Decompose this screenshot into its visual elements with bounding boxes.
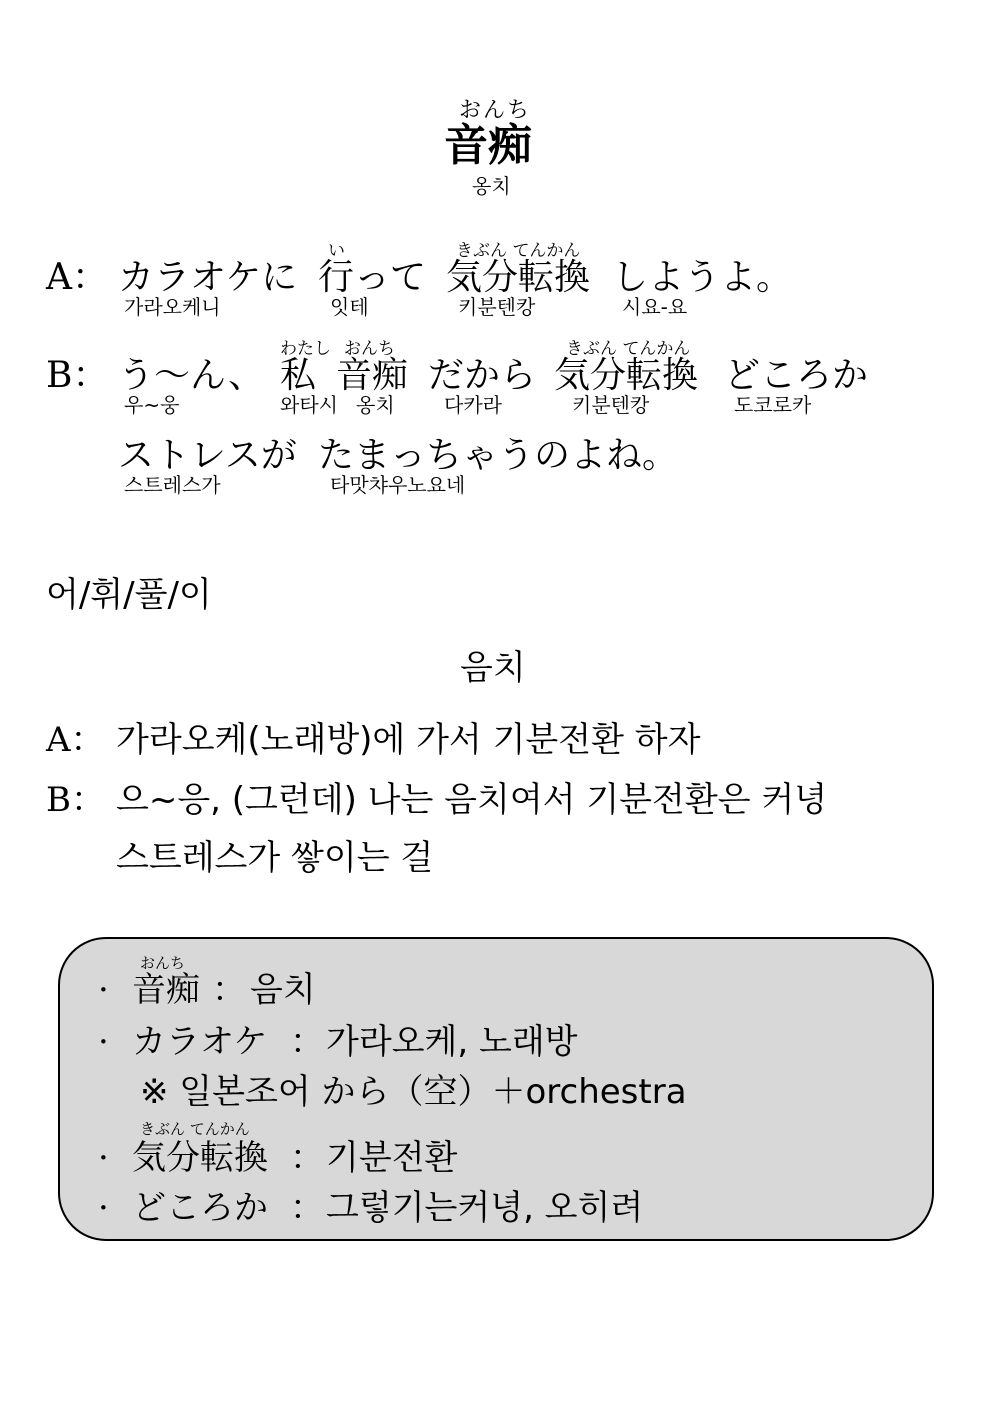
translation-a-text: 가라오케(노래방)에 가서 기분전환 하자 [116,720,701,760]
b-word-6-reading: 도코로카 [734,393,812,417]
page-title: 音痴 [444,120,532,171]
b-word-5-reading: 키분텐캉 [572,393,650,417]
b-word-2-furigana: わたし [280,339,331,359]
glossary-bullet-2: · [98,1022,109,1062]
b2-word-1-reading: 스트레스가 [124,473,221,497]
glossary-meaning-3: 기분전환 [326,1138,458,1178]
glossary-term-1: 音痴 [132,970,200,1010]
b-word-5: 気分転換 [554,355,699,396]
a-word-3-reading: 키분텐캉 [458,295,536,319]
glossary-sep-2: ： [290,1022,324,1062]
title-furigana: おんち [459,98,532,123]
glossary-meaning-2: 가라오케, 노래방 [326,1022,578,1062]
glossary-sep-4: ： [290,1188,324,1228]
glossary-term-2: カラオケ [132,1022,268,1062]
translation-b-text-2: 스트레스가 쌓이는 걸 [116,838,434,878]
b-word-2: 私 [280,355,317,396]
a-word-2-furigana: い [328,241,345,261]
glossary-term-4: どころか [132,1188,268,1228]
b-word-4-reading: 다카라 [444,393,502,417]
glossary-bullet-3: · [98,1138,109,1178]
a-word-3: 気分転換 [446,257,591,298]
b-word-3: 音痴 [336,355,409,396]
b-word-3-reading: 옹치 [356,393,395,417]
glossary-note: ※ 일본조어 から（空）＋orchestra [140,1072,687,1112]
glossary-meaning-4: 그렇기는커녕, 오히려 [326,1188,644,1228]
a-word-1: カラオケに [118,257,298,298]
translation-speaker-a: A： [46,720,105,760]
glossary-term-1-furigana: おんち [140,954,186,972]
a-word-4-reading: 시요-요 [622,295,688,319]
glossary-sep-3: ： [290,1138,324,1178]
b-word-2-reading: 와타시 [280,393,338,417]
glossary-bullet-1: · [98,970,109,1010]
speaker-a: A： [46,257,108,298]
a-word-4: しようよ。 [612,257,793,298]
b2-word-2-reading: 타맛챠우노요네 [330,473,466,497]
translation-title: 음치 [460,648,526,688]
translation-b-text-1: 으~응, (그런데) 나는 음치여서 기분전환은 커녕 [116,780,828,820]
glossary-meaning-1: 음치 [250,970,316,1010]
glossary-bullet-4: · [98,1188,109,1228]
a-word-3-furigana: きぶん てんかん [456,241,581,261]
a-word-2: 行って [318,257,427,298]
b-word-1-reading: 우~웅 [124,393,180,417]
glossary-term-3: 気分転換 [132,1138,268,1178]
b-word-6: どころか [724,355,869,396]
glossary-term-3-furigana: きぶん てんかん [140,1120,250,1138]
vocab-heading: 어/휘/풀/이 [46,575,212,615]
b2-word-1: ストレスが [118,435,297,476]
b-word-4: だから [428,355,537,396]
b2-word-2: たまっちゃうのよね。 [318,435,679,476]
translation-speaker-b: B： [46,780,105,820]
b-word-3-furigana: おんち [344,339,395,359]
a-word-1-reading: 가라오케니 [124,295,221,319]
title-korean-reading: 옹치 [472,174,511,198]
glossary-sep-1: ： [212,970,246,1010]
b-word-1: う～ん、 [118,355,265,396]
speaker-b: B： [46,355,109,396]
a-word-2-reading: 잇테 [330,295,369,319]
b-word-5-furigana: きぶん てんかん [566,339,691,359]
